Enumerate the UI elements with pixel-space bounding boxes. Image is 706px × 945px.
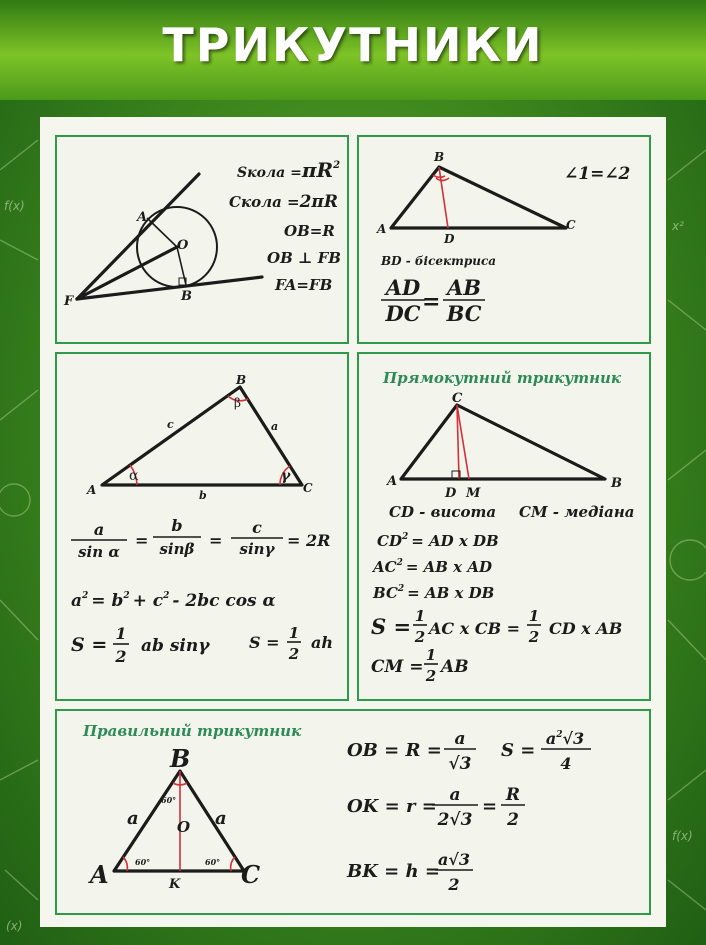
label-c: C [303, 481, 313, 495]
svg-text:a: a [454, 729, 466, 749]
formula-ob-r: OB=R [284, 222, 335, 240]
svg-text:1: 1 [528, 607, 540, 625]
label-f: F [64, 294, 74, 309]
formula-area-equilateral [501, 729, 591, 773]
sine-law-a: a [93, 520, 105, 539]
caption-median: CM - медіана [519, 503, 635, 521]
poster-title: ТРИКУТНИКИ [162, 18, 544, 72]
svg-text:OB = R =: OB = R = [347, 740, 442, 761]
label-b: B [611, 476, 622, 491]
label-b: B [181, 289, 192, 304]
formula-circumference: Cкола =2πR [229, 192, 338, 212]
svg-text:R: R [505, 785, 521, 805]
label-b: B [236, 373, 247, 387]
relation-bc: $BC^2$ = AB x DB [373, 584, 495, 602]
label-a: A [87, 483, 97, 497]
side-a-right: a [215, 808, 227, 829]
formula-bk-h [346, 850, 473, 894]
angle-mark-1 [433, 175, 445, 177]
label-c: C [452, 391, 463, 406]
label-a: A [377, 222, 387, 236]
panel-circle-tangents [55, 135, 349, 344]
label-a: A [137, 210, 148, 225]
svg-text:1: 1 [425, 646, 437, 664]
ratio-equals: = [422, 289, 441, 315]
angle-mark-2 [436, 178, 449, 181]
svg-text:S =: S = [501, 740, 536, 761]
label-m: M [466, 486, 481, 501]
svg-text:f(x): f(x) [4, 199, 25, 213]
svg-text:S =: S = [249, 633, 280, 652]
svg-text:a: a [449, 785, 461, 805]
ratio-dc: DC [385, 301, 421, 326]
svg-text:2: 2 [414, 628, 426, 646]
sine-law-b: b [171, 516, 183, 535]
side-c: c [167, 418, 174, 431]
angle-gamma: γ [281, 468, 291, 484]
svg-text:=: = [482, 796, 498, 817]
right-triangle [401, 405, 605, 479]
area-formula-sin [71, 624, 210, 666]
svg-text:=: = [209, 531, 223, 550]
svg-text:ab sinγ: ab sinγ [141, 636, 210, 656]
svg-text:BK = h =: BK = h = [347, 861, 440, 882]
general-triangle-figure [57, 354, 347, 699]
ratio-bc: BC [446, 301, 482, 326]
panel-right-triangle [357, 352, 651, 701]
relation-ac: $AC^2$ = AB x AD [373, 558, 492, 576]
sine-law-c: c [252, 518, 262, 537]
label-o: O [177, 238, 189, 253]
svg-text:2: 2 [288, 645, 300, 663]
label-o: O [177, 818, 191, 836]
panel-bisector [357, 135, 651, 344]
label-b: B [434, 150, 445, 164]
svg-text:1: 1 [115, 624, 127, 643]
svg-text:ah: ah [311, 633, 333, 652]
label-b: B [170, 744, 191, 773]
circle-tangent-figure [57, 137, 347, 342]
svg-text:1: 1 [288, 624, 300, 642]
side-a-left: a [127, 808, 139, 829]
right-triangle-figure [359, 354, 649, 699]
sine-law-rhs: = 2R [287, 531, 331, 550]
svg-text:(x): (x) [6, 919, 23, 933]
svg-text:2: 2 [528, 628, 540, 646]
angle-60-b: 60° [161, 795, 177, 805]
panel-general-triangle [55, 352, 349, 701]
svg-text:AC x CB =: AC x CB = [429, 619, 521, 638]
panel-equilateral-triangle [55, 709, 651, 915]
label-c: C [241, 860, 261, 889]
svg-text:f(x): f(x) [672, 829, 693, 843]
cosine-law: $a^2 = b^2 + c^2 - 2bc$ cos α [71, 591, 276, 611]
sine-law-sin-c: sinγ [239, 540, 275, 558]
median-formula [371, 646, 469, 685]
bisector-figure [359, 137, 649, 342]
angle-alpha: α [129, 468, 139, 484]
svg-text:AB: AB [441, 657, 469, 677]
side-a: a [271, 420, 279, 433]
angle-mark-c [231, 857, 235, 871]
bisector-caption: BD - бісектриса [381, 254, 497, 268]
label-k: K [169, 877, 181, 892]
angle-beta: β [234, 396, 241, 410]
formula-ob-perp: OB ⊥ FB [267, 249, 341, 267]
svg-text:CD x AB: CD x AB [549, 619, 623, 638]
svg-text:a√3: a√3 [437, 850, 471, 869]
angle-60-a: 60° [135, 857, 151, 867]
ratio-ad: AD [385, 275, 421, 300]
svg-text:OK = r =: OK = r = [347, 796, 437, 817]
svg-text:2: 2 [115, 647, 127, 666]
formula-fa-fb: FA=FB [275, 276, 333, 294]
tangent-line-fb [77, 277, 262, 299]
svg-text:S =: S = [371, 614, 412, 639]
angle-equality: ∠1=∠2 [564, 164, 631, 184]
sine-law-sin-b: sinβ [159, 540, 195, 558]
bisector-triangle [391, 167, 566, 228]
caption-altitude: CD - висота [389, 503, 497, 521]
label-a: A [387, 474, 398, 489]
relation-cd: $CD^2$ = AD x DB [377, 532, 499, 550]
svg-text:4: 4 [560, 754, 572, 773]
area-formula-height [249, 624, 333, 663]
svg-text:a2√3: $a^2√3$ [545, 729, 585, 748]
formula-ob-r [347, 729, 476, 774]
formula-area-circle: Sкола $=\pi R^2$ [237, 158, 341, 182]
sine-law-sin-a: sin α [78, 543, 120, 561]
ratio-ab: AB [446, 275, 482, 300]
svg-text:=: = [135, 531, 149, 550]
svg-text:2: 2 [425, 667, 437, 685]
radius-oa [147, 218, 177, 247]
label-d: D [444, 232, 455, 246]
formula-ok-r [347, 785, 525, 830]
sine-law [71, 516, 330, 561]
label-a: A [90, 860, 109, 889]
svg-text:2: 2 [448, 875, 460, 894]
svg-text:1: 1 [414, 607, 426, 625]
svg-text:2√3: 2√3 [437, 810, 473, 830]
svg-text:x²: x² [672, 219, 684, 233]
right-area-formula [371, 607, 622, 646]
equilateral-triangle-figure [57, 711, 649, 913]
svg-text:√3: √3 [448, 754, 472, 774]
line-fo [77, 247, 177, 299]
angle-60-c: 60° [205, 857, 221, 867]
svg-text:S =: S = [71, 634, 108, 656]
label-d: D [445, 486, 457, 501]
svg-text:2: 2 [507, 810, 519, 830]
svg-text:CM =: CM = [371, 657, 424, 677]
right-triangle-heading: Прямокутний трикутник [383, 369, 622, 387]
equilateral-heading: Правильний трикутник [83, 722, 302, 740]
label-c: C [566, 218, 576, 232]
side-b: b [199, 489, 207, 502]
